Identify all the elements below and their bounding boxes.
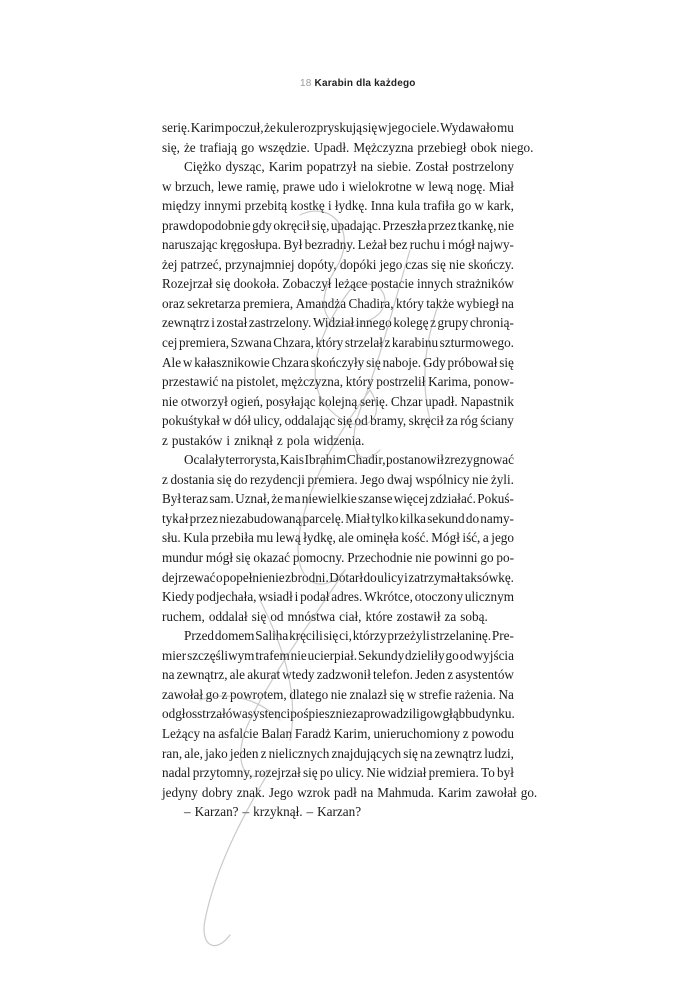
text-line: Ocalały terrorysta, Kais Ibrahim Chadir, postanowił zrezygnować (184, 452, 514, 468)
text-line: cej premiera, Szwana Chzara, który strzelał z karabinu szturmowego. (162, 335, 514, 351)
text-line: naruszając kręgosłupa. Był bezradny. Leżał bez ruchu i mógł najwy- (162, 237, 514, 253)
text-line: z pustaków i zniknął z pola widzenia. (162, 432, 365, 448)
text-line: nadal przytomny, rozejrzał się po ulicy. Nie widział premiera. To był (162, 765, 514, 781)
text-line: dejrzewać o popełnienie zbrodni. Dotarł do ulicy i zatrzymał taksówkę. (162, 569, 514, 585)
text-line: między innymi przebitą kostkę i łydkę. Inna kula trafiła go w kark, (162, 198, 514, 214)
text-line: prawdopodobnie gdy okręcił się, upadając. Przeszła przez tkankę, nie (162, 217, 514, 233)
book-title: Karabin dla każdego (314, 78, 416, 89)
page-number: 18 (300, 78, 312, 89)
text-line: tykał przez niezabudowaną parcelę. Miał tylko kilka sekund do namy- (162, 510, 514, 526)
text-line: z dostania się do rezydencji premiera. Jego dwaj wspólnicy nie żyli. (162, 471, 514, 487)
text-line: Kiedy podjechała, wsiadł i podał adres. Wkrótce, otoczony ulicznym (162, 589, 514, 605)
running-header (300, 78, 416, 89)
text-line: słu. Kula przebiła mu lewą łydkę, ale ominęła kość. Mógł iść, a jego (162, 530, 514, 546)
text-line: Leżący na asfalcie Balan Faradż Karim, unieruchomiony z powodu (162, 725, 514, 741)
text-line: ruchem, oddalał się od mnóstwa ciał, które zostawił za sobą. (162, 608, 488, 624)
text-line: się, że trafiają go wszędzie. Upadł. Mężczyzna przebiegł obok niego. (162, 139, 534, 155)
text-line: na zewnątrz, ale akurat wtedy zadzwonił telefon. Jeden z asystentów (162, 667, 514, 683)
text-line: Był teraz sam. Uznał, że ma niewielkie szanse więcej zdziałać. Pokuś- (162, 491, 514, 507)
text-line: mundur mógł się okazać pomocny. Przechodnie nie powinni go po- (162, 550, 514, 566)
text-line: odgłos strzałów asystenci pośpiesznie zaprowadzili go w głąb budynku. (162, 706, 515, 722)
text-line: Rozejrzał się dookoła. Zobaczył leżące postacie innych strażników (162, 276, 514, 292)
text-line: Ciężko dysząc, Karim popatrzył na siebie. Został postrzelony (184, 159, 514, 175)
text-line: jedyny dobry znak. Jego wzrok padł na Mahmuda. Karim zawołał go. (162, 784, 538, 800)
text-line: zewnątrz i został zastrzelony. Widział innego kolegę z grupy chronią- (162, 315, 514, 331)
text-line: oraz sekretarza premiera, Amandża Chadira, który także wybiegł na (162, 295, 514, 311)
text-line: nie otworzył ogień, posyłając kolejną serię. Chzar upadł. Napastnik (162, 393, 514, 409)
text-line: przestawić na pistolet, mężczyzna, który postrzelił Karima, ponow- (162, 374, 514, 390)
text-line: – Karzan? – krzyknął. – Karzan? (184, 804, 362, 820)
text-line: pokuśtykał w dół ulicy, oddalając się od bramy, skręcił za róg ściany (162, 413, 514, 429)
text-line: ran, ale, jako jeden z nielicznych znajdujących się na zewnątrz ludzi, (162, 745, 514, 761)
text-line: mier szczęśliwym trafem nie ucierpiał. Sekundy dzieliły go od wyjścia (162, 647, 514, 663)
text-line: serię. Karim poczuł, że kule rozpryskują się w jego ciele. Wydawało mu (162, 120, 514, 135)
text-line: zawołał go z powrotem, dlatego nie znalazł się w strefie rażenia. Na (162, 686, 514, 702)
body-text (162, 118, 538, 822)
text-line: żej patrzeć, przynajmniej dopóty, dopóki jego czas się nie skończy. (162, 256, 514, 272)
text-line: Ale w kałasznikowie Chzara skończyły się naboje. Gdy próbował się (162, 354, 514, 370)
text-line: Przed domem Saliha kręcili się ci, którzy przeżyli strzelaninę. Pre- (184, 628, 514, 644)
text-line: w brzuch, lewe ramię, prawe udo i wielokrotne w lewą nogę. Miał (162, 178, 514, 194)
